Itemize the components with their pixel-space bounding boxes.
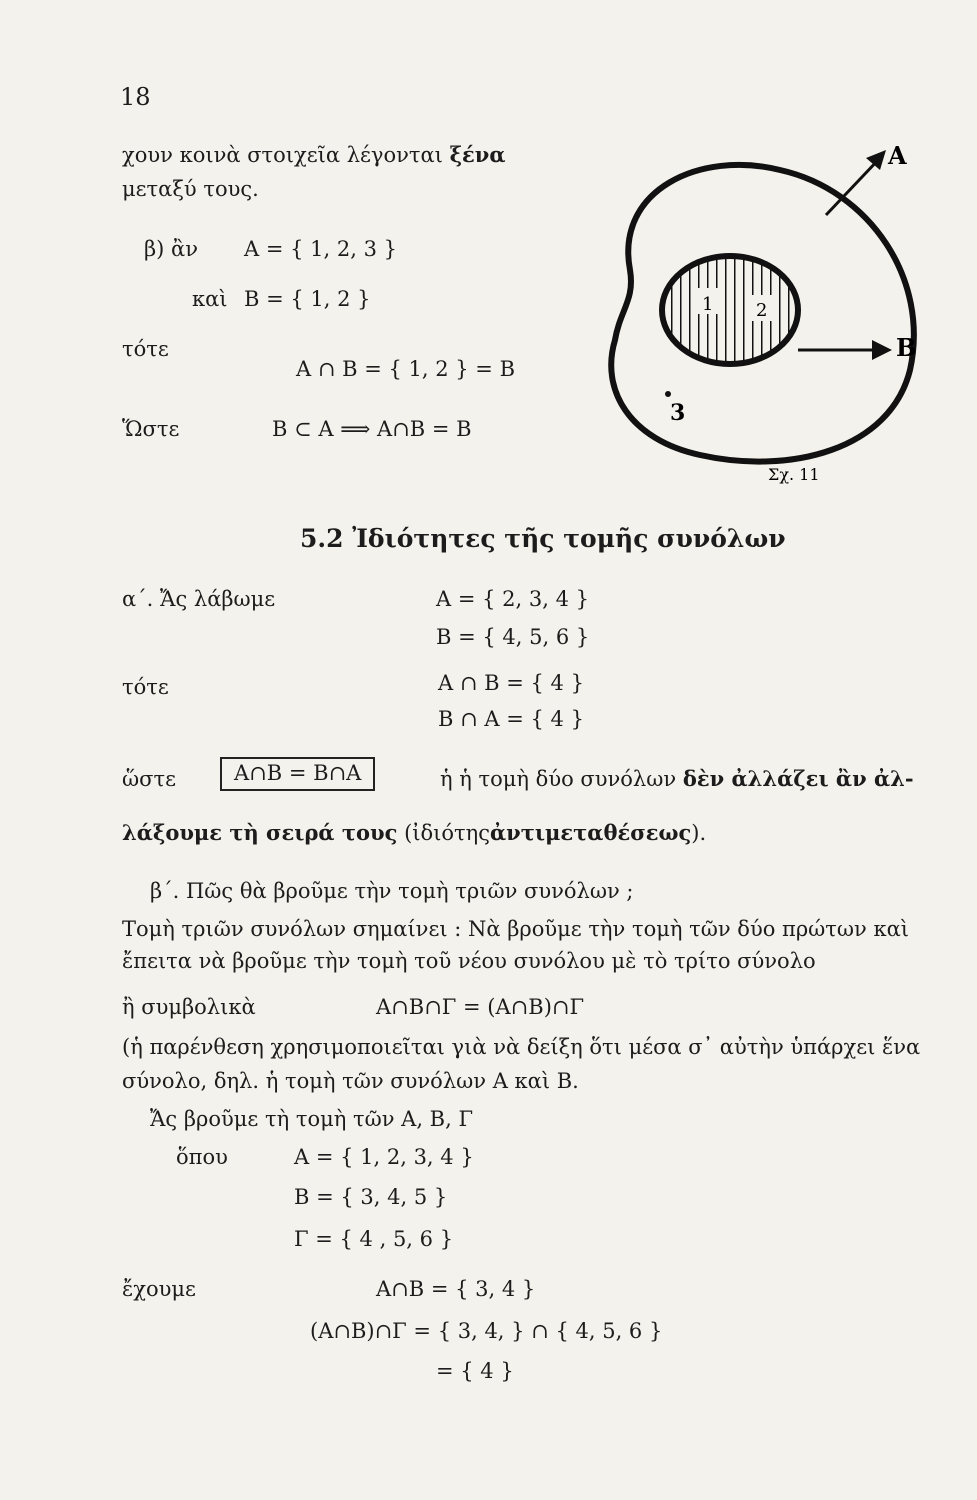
bold-term: ἀντιμεταθέσεως — [490, 820, 692, 845]
set-b-ellipse — [662, 256, 798, 364]
math-expression: A = { 1, 2, 3, 4 } — [294, 1145, 474, 1169]
text-line: Ἄς βροῦμε τὴ τομὴ τῶν A, B, Γ — [150, 1107, 474, 1131]
commutative-formula: A∩B = B∩A — [220, 757, 375, 791]
math-expression: B = { 4, 5, 6 } — [436, 625, 590, 649]
math-expression: B ⊂ A ⟹ A∩B = B — [272, 417, 472, 441]
math-expression: B = { 3, 4, 5 } — [294, 1185, 448, 1209]
text-line: ἔπειτα νὰ βροῦμε τὴν τομὴ τοῦ νέου συνόλου μὲ τὸ τρίτο σύνολο — [122, 949, 816, 973]
math-expression: A∩B∩Γ = (A∩B)∩Γ — [376, 995, 585, 1019]
text-label: α΄. Ἄς λάβωμε — [122, 587, 276, 611]
math-expression: B ∩ A = { 4 } — [438, 707, 584, 731]
text-label: ἔχουμε — [122, 1277, 196, 1301]
text-label: ὅπου — [176, 1145, 228, 1169]
label-a: A — [888, 141, 907, 170]
boxed-formula — [220, 760, 375, 786]
section-heading: 5.2 Ἰδιότητες τῆς τομῆς συνόλων — [300, 524, 786, 553]
math-expression: A ∩ B = { 4 } — [438, 671, 584, 695]
math-expression: = { 4 } — [436, 1359, 514, 1383]
text-label: τότε — [122, 675, 169, 699]
text-line — [440, 766, 914, 792]
bold-phrase: λάξουμε τὴ σειρά τους — [122, 820, 398, 845]
text-line: σύνολο, δηλ. ἡ τομὴ τῶν συνόλων A καὶ B. — [122, 1069, 579, 1093]
math-expression: Γ = { 4 , 5, 6 } — [294, 1227, 454, 1251]
arrow-b-head — [872, 340, 892, 360]
text-label: Ὥστε — [122, 417, 180, 441]
text-label: ὥστε — [122, 767, 176, 791]
page-number: 18 — [120, 83, 151, 111]
text-span: (ἰδιότης — [404, 821, 491, 845]
math-expression: (A∩B)∩Γ = { 3, 4, } ∩ { 4, 5, 6 } — [310, 1319, 663, 1343]
text-line — [122, 142, 506, 168]
text-line: β΄. Πῶς θὰ βροῦμε τὴν τομὴ τριῶν συνόλων ; — [150, 879, 634, 903]
text-line — [122, 820, 706, 846]
math-expression: A∩B = { 3, 4 } — [376, 1277, 536, 1301]
text-line: Τομὴ τριῶν συνόλων σημαίνει : Νὰ βροῦμε τὴν τομὴ τῶν δύο πρώτων καὶ — [122, 917, 910, 941]
point-1-label: 1 — [702, 294, 714, 315]
text-label: τότε — [122, 337, 169, 361]
point-3-dot — [665, 391, 671, 397]
math-expression: A ∩ B = { 1, 2 } = B — [296, 357, 516, 381]
bold-phrase: δὲν ἀλλάζει ἂν ἀλ- — [682, 766, 914, 791]
label-b: B — [896, 333, 917, 362]
bold-term: ξένα — [449, 142, 506, 167]
math-expression: A = { 1, 2, 3 } — [244, 237, 397, 261]
text-label: ἢ συμβολικὰ — [122, 995, 256, 1019]
math-expression: A = { 2, 3, 4 } — [436, 587, 589, 611]
arrow-a-head — [866, 150, 886, 170]
text-label: καὶ — [192, 287, 228, 311]
text-span: ἡ ἡ τομὴ δύο συνόλων — [440, 767, 677, 791]
point-2-label: 2 — [756, 300, 768, 321]
venn-figure — [590, 130, 950, 490]
text-span: χουν κοινὰ στοιχεῖα λέγονται — [122, 143, 443, 167]
text-line: μεταξύ τους. — [122, 177, 259, 201]
text-span: ). — [691, 821, 707, 845]
text-line: (ἡ παρένθεση χρησιμοποιεῖται γιὰ νὰ δείξη ὅτι μέσα σ᾽ αὐτὴν ὑπάρχει ἕνα — [122, 1035, 921, 1059]
text-label: β) ἂν — [144, 237, 198, 261]
point-3-label: 3 — [670, 400, 686, 426]
math-expression: B = { 1, 2 } — [244, 287, 371, 311]
figure-caption: Σχ. 11 — [768, 465, 820, 484]
